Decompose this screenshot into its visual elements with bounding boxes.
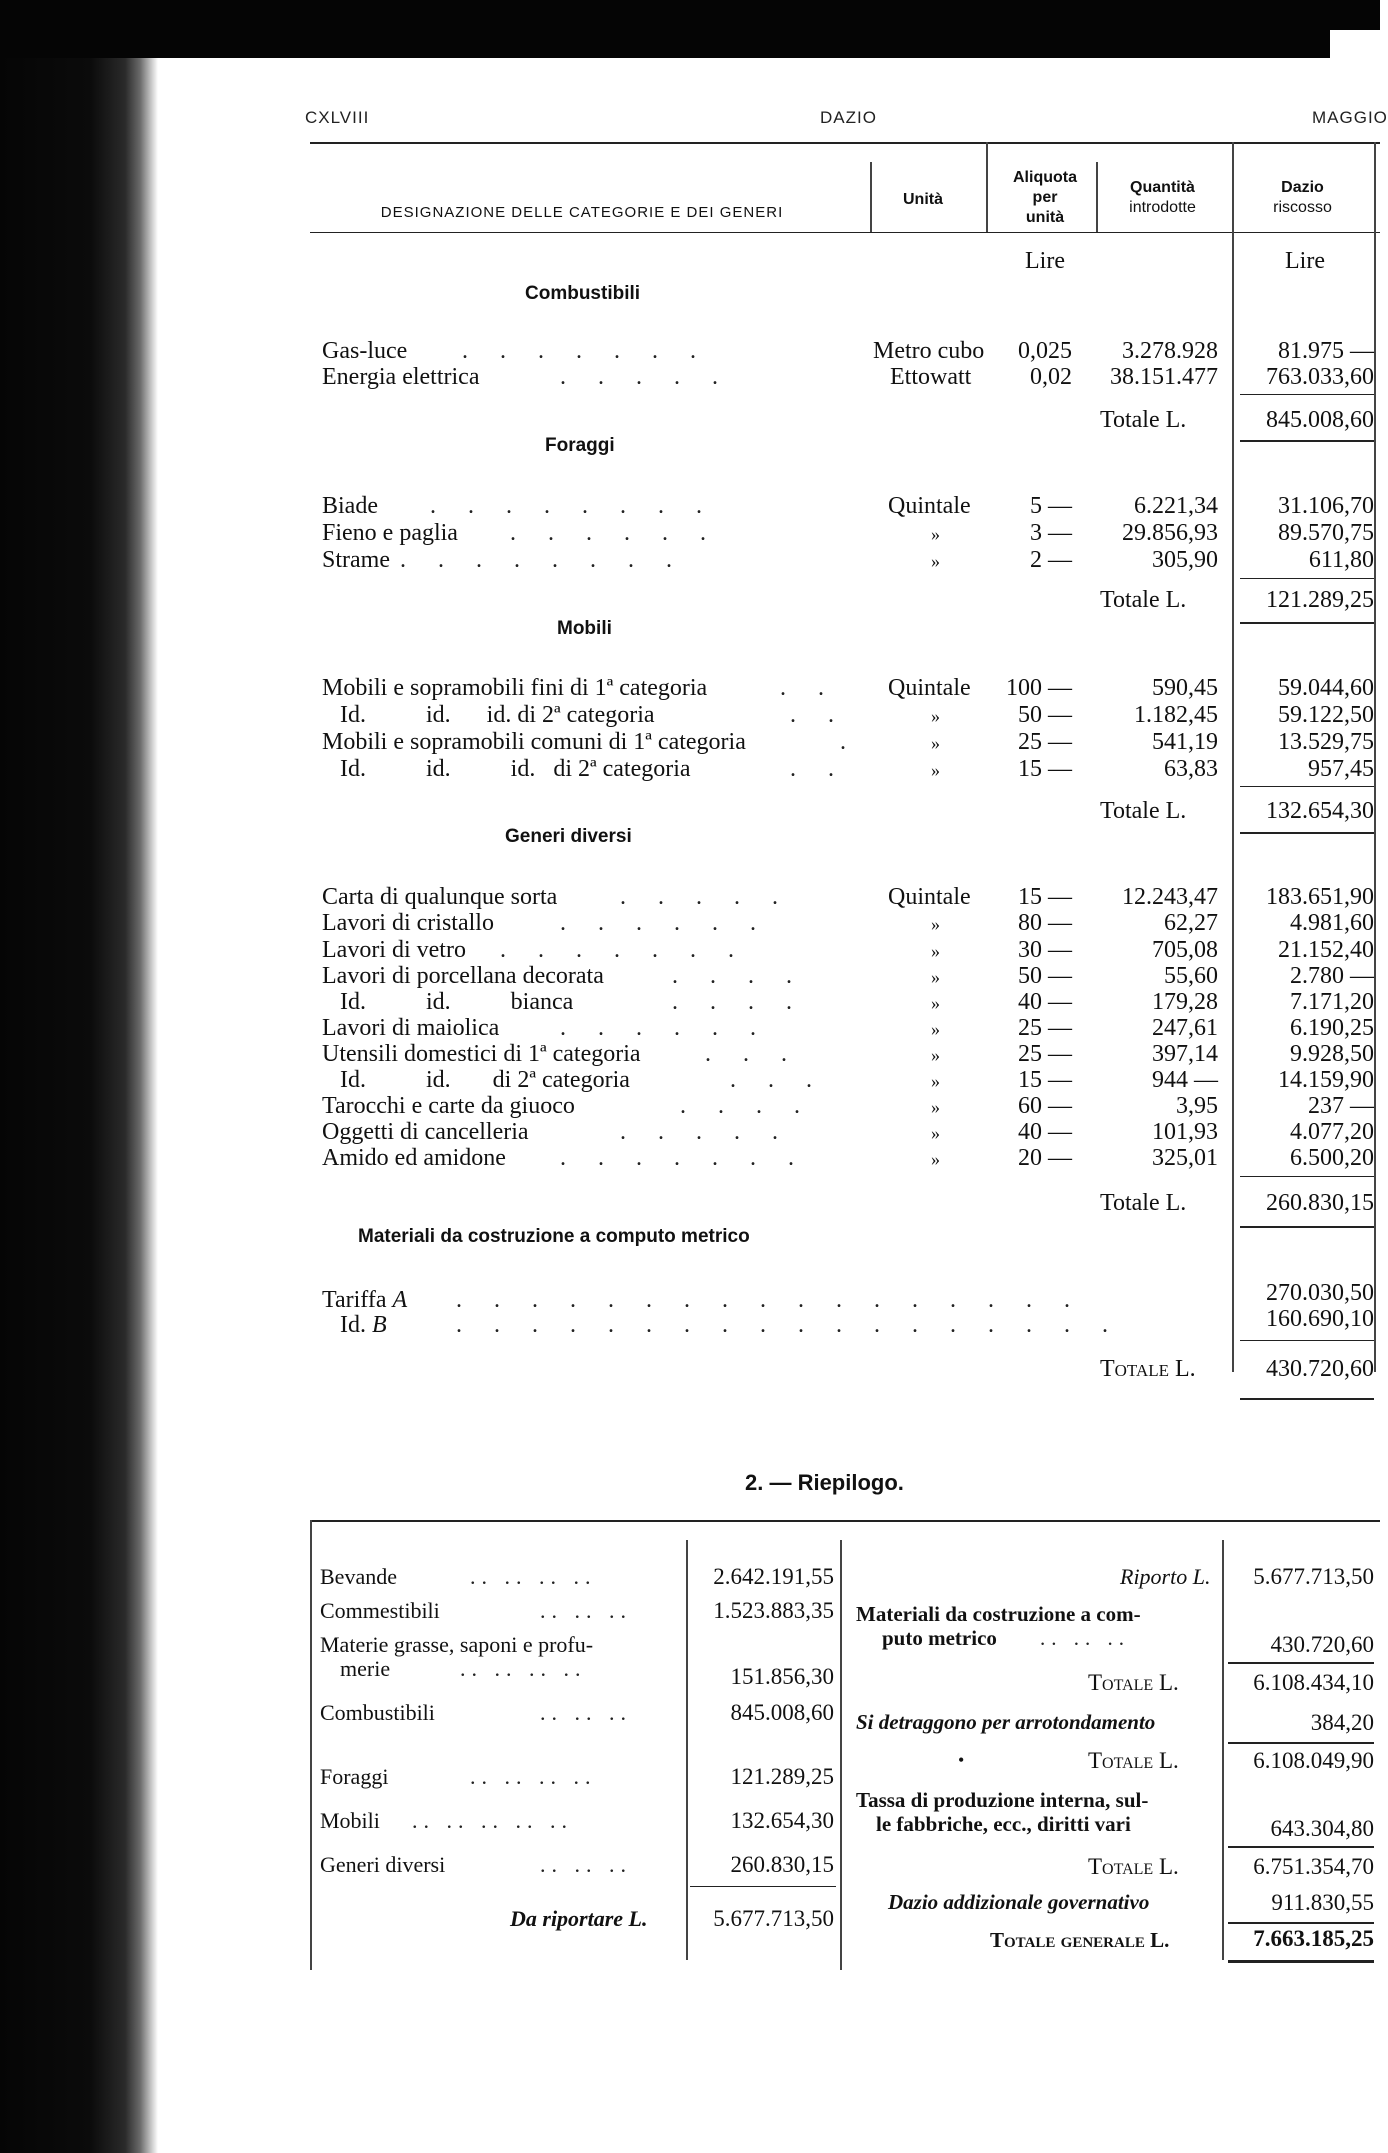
row-duty: 957,45: [1308, 756, 1374, 782]
row-duty: 611,80: [1308, 547, 1374, 573]
total-label: Totale L.: [1100, 798, 1187, 824]
row-qty: 29.856,93: [1122, 520, 1218, 546]
col-rate-line3: unità: [1025, 209, 1065, 226]
row-name: Lavori di porcellana decorata: [322, 963, 604, 989]
materiali-label: Materiali da costruzione a com-: [856, 1602, 1141, 1626]
row-name: Fieno e paglia: [322, 520, 458, 546]
summary-label: Materie grasse, saponi e profu-: [320, 1632, 594, 1657]
row-qty: 55,60: [1164, 963, 1218, 989]
row-rate: 3 —: [1030, 520, 1072, 546]
summary-label: Combustibili: [320, 1700, 435, 1725]
row-name: Lavori di maiolica: [322, 1015, 500, 1041]
row-unit-ditto: »: [931, 914, 940, 934]
total-mobili: 132.654,30: [1266, 798, 1374, 824]
leader-dots: . . .: [705, 1041, 800, 1067]
row-qty: 305,90: [1152, 547, 1218, 573]
summary-rule-top: [310, 1520, 1380, 1522]
row-duty: 4.981,60: [1290, 910, 1374, 936]
scan-notch: [1330, 30, 1380, 58]
row-duty: 89.570,75: [1278, 520, 1374, 546]
col-rule-2: [986, 142, 988, 232]
materiali-value: 430.720,60: [1270, 1632, 1374, 1657]
row-unit-ditto: »: [931, 706, 940, 726]
summary-label: Generi diversi: [320, 1852, 446, 1877]
leader-dots: . . .: [730, 1067, 825, 1093]
row-rate: 25 —: [1018, 729, 1072, 755]
row-qty: 247,61: [1152, 1015, 1218, 1041]
col-rule-3: [1096, 162, 1098, 232]
leader-dots: . . . . . .: [560, 1015, 769, 1041]
row-rate: 0,02: [1030, 364, 1072, 390]
row-duty: 31.106,70: [1278, 493, 1374, 519]
summary-value: 845.008,60: [730, 1700, 834, 1725]
row-duty: 13.529,75: [1278, 729, 1374, 755]
total-rule: [1240, 832, 1374, 834]
row-qty: 62,27: [1164, 910, 1218, 936]
summary-value: 1.523.883,35: [713, 1598, 834, 1623]
leader-dots: . . . . . . . .: [400, 547, 685, 573]
section-title-generi: Generi diversi: [505, 826, 632, 847]
col-duty-line1: Dazio: [1281, 179, 1324, 196]
row-qty: 944 —: [1152, 1067, 1218, 1093]
row-name: Mobili e sopramobili fini di 1ª categoria: [322, 675, 708, 701]
row-qty: 397,14: [1152, 1041, 1218, 1067]
row-name: Lavori di cristallo: [322, 910, 494, 936]
row-name: Utensili domestici di 1ª categoria: [322, 1041, 641, 1067]
leader-dots: . . . . .: [620, 884, 791, 910]
totale1-value: 6.108.434,10: [1253, 1670, 1374, 1695]
row-unit-ditto: »: [931, 1071, 940, 1091]
subtotal-rule: [1240, 1176, 1374, 1177]
row-qty: 3,95: [1176, 1093, 1218, 1119]
summary-title: 2. — Riepilogo.: [745, 1470, 904, 1495]
row-name: Id. id. id. di 2ª categoria: [340, 756, 691, 782]
row-unit: Ettowatt: [890, 364, 972, 390]
row-name: Oggetti di cancelleria: [322, 1119, 529, 1145]
summary-value: 260.830,15: [730, 1852, 834, 1877]
row-name-text: Id.: [340, 1312, 366, 1338]
row-rate: 40 —: [1018, 1119, 1072, 1145]
leader-dots: .: [840, 729, 859, 755]
row-qty: 179,28: [1152, 989, 1218, 1015]
leader-dots: . . . .: [672, 989, 805, 1015]
summary-value: 132.654,30: [730, 1808, 834, 1833]
total-rule: [1240, 1226, 1374, 1228]
row-rate: 0,025: [1018, 338, 1072, 364]
total-label: Totale L.: [1100, 587, 1187, 613]
row-name: [340, 1312, 387, 1339]
leader-dots: . . . . .: [560, 364, 731, 390]
leader-dots: . .: [790, 756, 847, 782]
leader-dots: . . . . . . . .: [430, 493, 715, 519]
row-qty: 541,19: [1152, 729, 1218, 755]
row-rate: 25 —: [1018, 1041, 1072, 1067]
row-name: Biade: [322, 493, 378, 519]
row-rate: 60 —: [1018, 1093, 1072, 1119]
riporto-value: 5.677.713,50: [1253, 1564, 1374, 1589]
row-name: Id. id. id. di 2ª categoria: [340, 702, 655, 728]
col-unit: Unità: [903, 191, 943, 208]
summary-rule: [1228, 1662, 1374, 1664]
section-title-combustibili: Combustibili: [525, 283, 641, 304]
summary-rule: [1228, 1742, 1374, 1744]
row-duty: 59.044,60: [1278, 675, 1374, 701]
summary-label: Foraggi: [320, 1764, 389, 1789]
row-tag: A: [392, 1287, 408, 1313]
total-label: Totale L.: [1100, 1356, 1196, 1382]
leader-dots: . . . . .: [620, 1119, 791, 1145]
totale2-label: Totale L.: [1088, 1748, 1179, 1773]
summary-left-border: [310, 1520, 312, 1970]
total-label: Totale L.: [1100, 407, 1187, 433]
row-duty: 21.152,40: [1278, 937, 1374, 963]
leader-dots: . . . .: [680, 1093, 813, 1119]
summary-rule-final: [1228, 1960, 1374, 1963]
detrag-label: Si detraggono per arrotondamento: [856, 1710, 1156, 1734]
summary-label: Bevande: [320, 1564, 397, 1589]
row-qty: 3.278.928: [1122, 338, 1218, 364]
header-rule-bottom: [310, 232, 1380, 233]
row-unit-ditto: »: [931, 1149, 940, 1169]
row-qty: 101,93: [1152, 1119, 1218, 1145]
row-unit-ditto: »: [931, 967, 940, 987]
subtotal-rule: [1240, 578, 1374, 579]
row-name: Energia elettrica: [322, 364, 480, 390]
row-name: Tarocchi e carte da giuoco: [322, 1093, 575, 1119]
total-combustibili: 845.008,60: [1266, 407, 1374, 433]
row-duty: 763.033,60: [1266, 364, 1374, 390]
tassa-value: 643.304,80: [1270, 1816, 1374, 1841]
leader-dots: . . . . . . .: [500, 937, 747, 963]
subtotal-rule: [1240, 1340, 1374, 1341]
row-qty: 63,83: [1164, 756, 1218, 782]
row-qty: 590,45: [1152, 675, 1218, 701]
row-rate: 30 —: [1018, 937, 1072, 963]
row-qty: 6.221,34: [1134, 493, 1218, 519]
leader-dots: . .: [780, 675, 837, 701]
leader-dots: .. .. ..: [540, 1700, 632, 1725]
summary-col-rule-2: [840, 1540, 842, 1970]
leader-dots: . .: [790, 702, 847, 728]
row-name-text: Tariffa: [322, 1287, 387, 1313]
row-rate: 15 —: [1018, 884, 1072, 910]
row-unit-ditto: »: [931, 760, 940, 780]
row-unit: Quintale: [888, 675, 971, 701]
row-unit-ditto: »: [931, 993, 940, 1013]
leader-dots: . . . . . .: [510, 520, 719, 546]
book-spine-shadow: [0, 58, 158, 2153]
row-duty: 7.171,20: [1290, 989, 1374, 1015]
row-rate: 50 —: [1018, 702, 1072, 728]
totale-generale-value: 7.663.185,25: [1253, 1926, 1374, 1951]
currency-rate: Lire: [1025, 248, 1065, 274]
leader-dots: . . . . . .: [560, 910, 769, 936]
row-duty: 6.190,25: [1290, 1015, 1374, 1041]
row-name: Id. id. di 2ª categoria: [340, 1067, 630, 1093]
row-duty: 237 —: [1308, 1093, 1374, 1119]
totale2-value: 6.108.049,90: [1253, 1748, 1374, 1773]
row-unit-ditto: »: [931, 1123, 940, 1143]
total-foraggi: 121.289,25: [1266, 587, 1374, 613]
materiali-label-cont: puto metrico: [882, 1626, 997, 1650]
row-unit-ditto: »: [931, 941, 940, 961]
row-duty: 183.651,90: [1266, 884, 1374, 910]
summary-label-cont: merie: [340, 1656, 391, 1681]
leader-dots: .. .. ..: [1040, 1626, 1130, 1650]
col-quantity-line1: Quantità: [1130, 179, 1195, 196]
summary-left-subtotal-rule: [690, 1886, 836, 1887]
row-duty: 2.780 —: [1290, 963, 1374, 989]
leader-dots: . . . . . . .: [560, 1145, 807, 1171]
detrag-value: 384,20: [1310, 1710, 1374, 1735]
col-designation: DESIGNAZIONE DELLE CATEGORIE E DEI GENERI: [380, 204, 784, 221]
row-qty: 705,08: [1152, 937, 1218, 963]
addizionale-value: 911.830,55: [1271, 1890, 1374, 1915]
col-duty-line2: riscosso: [1273, 199, 1332, 216]
summary-label: Commestibili: [320, 1598, 440, 1623]
col-rate-line2: per: [1032, 189, 1058, 206]
col-quantity: [1100, 178, 1225, 218]
tassa-label-cont: le fabbriche, ecc., diritti vari: [876, 1812, 1131, 1836]
col-rule-5: [1374, 142, 1376, 1372]
tassa-label: Tassa di produzione interna, sul-: [856, 1788, 1149, 1812]
row-unit-ditto: »: [931, 733, 940, 753]
row-name: Carta di qualunque sorta: [322, 884, 558, 910]
col-rule-1: [870, 162, 872, 232]
summary-rule: [1228, 1846, 1374, 1848]
row-rate: 5 —: [1030, 493, 1072, 519]
row-rate: 50 —: [1018, 963, 1072, 989]
summary-label: Mobili: [320, 1808, 380, 1833]
row-duty: 6.500,20: [1290, 1145, 1374, 1171]
row-rate: 2 —: [1030, 547, 1072, 573]
summary-carry-label: Da riportare L.: [510, 1906, 648, 1931]
row-rate: 25 —: [1018, 1015, 1072, 1041]
total-label: Totale L.: [1100, 1190, 1187, 1216]
row-duty: 160.690,10: [1266, 1306, 1374, 1332]
currency-duty: Lire: [1285, 248, 1325, 274]
leader-dots: . . . . . . . . . . . . . . . . . .: [456, 1312, 1121, 1338]
col-duty: [1240, 178, 1365, 218]
row-name: Mobili e sopramobili comuni di 1ª categoria: [322, 729, 746, 755]
row-unit-ditto: »: [931, 524, 940, 544]
summary-value: 2.642.191,55: [713, 1564, 834, 1589]
total-generi: 260.830,15: [1266, 1190, 1374, 1216]
row-name: Strame: [322, 547, 390, 573]
row-tag: B: [372, 1312, 387, 1338]
row-unit: Metro cubo: [873, 338, 985, 364]
leader-dots: .. .. ..: [540, 1598, 632, 1623]
row-qty: 12.243,47: [1122, 884, 1218, 910]
leader-dots: . . . . . . . . . . . . . . . . .: [456, 1287, 1083, 1313]
row-duty: 59.122,50: [1278, 702, 1374, 728]
row-qty: 325,01: [1152, 1145, 1218, 1171]
row-rate: 20 —: [1018, 1145, 1072, 1171]
row-rate: 100 —: [1006, 675, 1072, 701]
total-materiali: 430.720,60: [1266, 1356, 1374, 1382]
row-duty: 81.975 —: [1278, 338, 1374, 364]
riporto-label: Riporto L.: [1120, 1564, 1211, 1589]
leader-dots: .. .. ..: [540, 1852, 632, 1877]
row-unit: Quintale: [888, 493, 971, 519]
row-duty: 4.077,20: [1290, 1119, 1374, 1145]
row-unit-ditto: »: [931, 1045, 940, 1065]
leader-dots: .. .. .. ..: [460, 1656, 587, 1681]
row-qty: 38.151.477: [1110, 364, 1218, 390]
section-title-materiali: Materiali da costruzione a computo metrico: [358, 1226, 750, 1247]
leader-dots: .. .. .. ..: [470, 1564, 597, 1589]
row-rate: 15 —: [1018, 1067, 1072, 1093]
total-rule: [1240, 622, 1374, 624]
row-rate: 40 —: [1018, 989, 1072, 1015]
page-title: DAZIO: [820, 108, 877, 127]
totale1-label: Totale L.: [1088, 1670, 1179, 1695]
totale3-value: 6.751.354,70: [1253, 1854, 1374, 1879]
row-name: Lavori di vetro: [322, 937, 466, 963]
row-unit: Quintale: [888, 884, 971, 910]
addizionale-label: Dazio addizionale governativo: [888, 1890, 1150, 1914]
row-duty: 14.159,90: [1278, 1067, 1374, 1093]
row-unit-ditto: »: [931, 1097, 940, 1117]
col-quantity-line2: introdotte: [1129, 199, 1196, 216]
col-rate-line1: Aliquota: [1013, 169, 1077, 186]
row-rate: 80 —: [1018, 910, 1072, 936]
row-name: [322, 1287, 407, 1314]
row-rate: 15 —: [1018, 756, 1072, 782]
row-name: Id. id. bianca: [340, 989, 574, 1015]
header-rule-top: [310, 142, 1380, 144]
row-duty: 270.030,50: [1266, 1280, 1374, 1306]
ditto-mark: •: [958, 1750, 965, 1770]
totale-generale-label: Totale generale L.: [990, 1928, 1170, 1952]
row-unit-ditto: »: [931, 1019, 940, 1039]
summary-value: 151.856,30: [730, 1664, 834, 1689]
totale3-label: Totale L.: [1088, 1854, 1179, 1879]
row-qty: 1.182,45: [1134, 702, 1218, 728]
row-name: Gas-luce: [322, 338, 408, 364]
row-unit-ditto: »: [931, 551, 940, 571]
summary-rule: [1228, 1922, 1374, 1924]
leader-dots: .. .. .. .. ..: [412, 1808, 573, 1833]
summary-carry-value: 5.677.713,50: [713, 1906, 834, 1931]
subtotal-rule: [1240, 394, 1374, 395]
total-rule: [1240, 1398, 1374, 1400]
page-running-right: MAGGIO: [1312, 108, 1388, 127]
summary-value: 121.289,25: [730, 1764, 834, 1789]
row-name: Amido ed amidone: [322, 1145, 506, 1171]
leader-dots: . . . .: [672, 963, 805, 989]
scan-top-border: [0, 0, 1380, 58]
row-duty: 9.928,50: [1290, 1041, 1374, 1067]
total-rule: [1240, 440, 1374, 442]
subtotal-rule: [1240, 786, 1374, 787]
col-rate: [990, 168, 1100, 228]
page-number: CXLVIII: [305, 108, 370, 127]
section-title-mobili: Mobili: [557, 618, 612, 639]
section-title-foraggi: Foraggi: [545, 435, 615, 456]
leader-dots: .. .. .. ..: [470, 1764, 597, 1789]
leader-dots: . . . . . . .: [462, 338, 709, 364]
